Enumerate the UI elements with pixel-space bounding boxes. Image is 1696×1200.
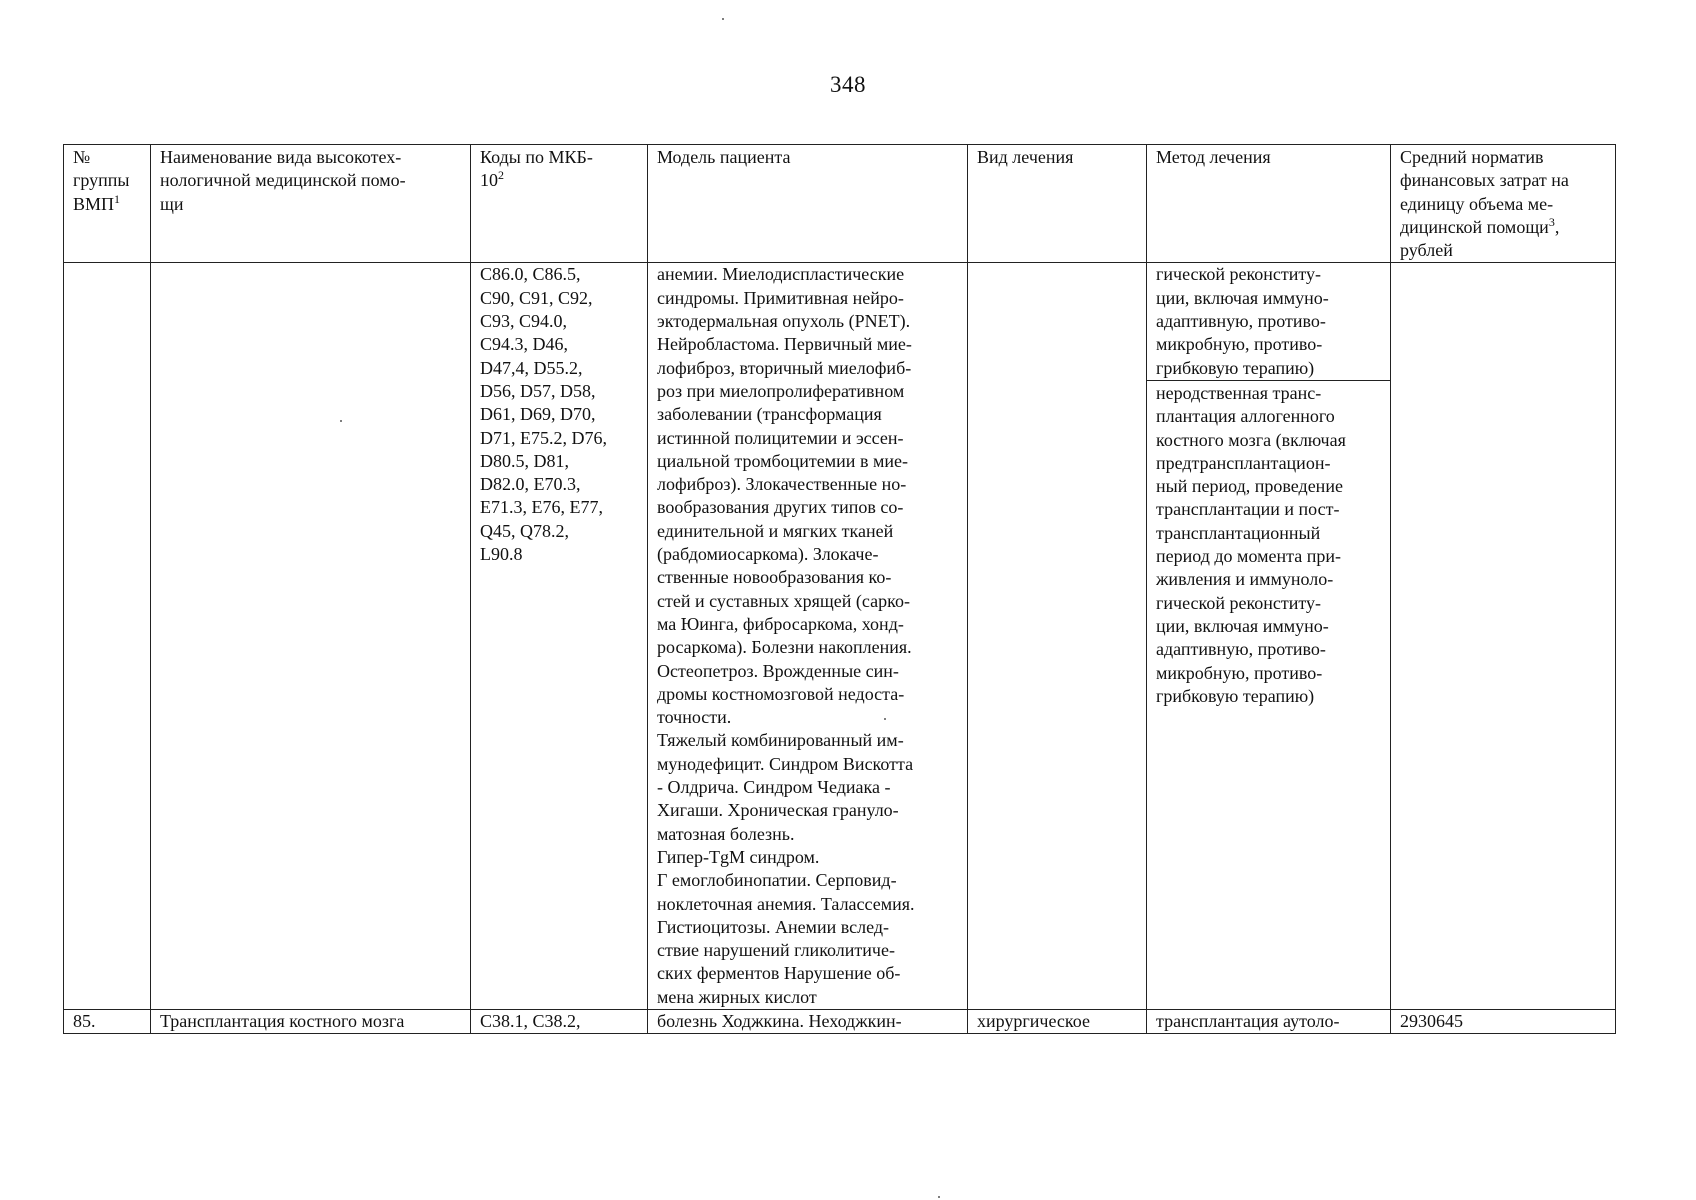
cell-average-cost [1391, 263, 1616, 1010]
header-group-number: № группы ВМП$^1$ [64, 145, 151, 263]
scan-speck [722, 18, 724, 20]
vmp-table [63, 144, 1616, 1034]
cell-care-type-name [151, 263, 471, 1010]
scan-speck [340, 420, 342, 422]
table-row [64, 263, 1616, 1010]
method-part-2: неродственная транс- плантация аллогенного костного мозга (включая предтрансплантацион- ный период, проведение трансплантации и пост- трансплантационный период до момента при- живления и иммуноло- гической реконститу- ции, включая иммуно- адаптивную, противо- микробную, противо- грибковую терапию) [1156, 382, 1346, 706]
cell-average-cost: 2930645 [1391, 1009, 1616, 1033]
cell-treatment-type: хирургическое [968, 1009, 1147, 1033]
cell-group-number [64, 263, 151, 1010]
cell-group-number: 85. [64, 1009, 151, 1033]
header-icd-codes: Коды по МКБ- $10^2$ [471, 145, 648, 263]
cell-care-type-name: Трансплантация костного мозга [151, 1009, 471, 1033]
cell-icd-codes: С86.0, С86.5, С90, С91, С92, С93, С94.0, С94.3, D46, D47,4, D55.2, D56, D57, D58, D61, D69, D70, D71, E75.2, D76, D80.5, D81, D82.0, E70.3, E71.3, E76, E77, Q45, Q78.2, L90.8 [471, 263, 648, 1010]
cell-icd-codes: С38.1, С38.2, [471, 1009, 648, 1033]
scan-speck [884, 718, 886, 720]
page-number: 348 [830, 72, 866, 97]
header-care-type-name: Наименование вида высокотех- нологичной медицинской помо- щи [151, 145, 471, 263]
header-treatment-method: Метод лечения [1147, 145, 1391, 263]
table-row [64, 1009, 1616, 1033]
cell-treatment-method: трансплантация аутоло- [1147, 1009, 1391, 1033]
method-part-1: гической реконститу- ции, включая иммуно- адаптивную, противо- микробную, противо- грибковую терапию) [1147, 263, 1390, 380]
cell-patient-model: анемии. Миелодиспластические синдромы. Примитивная нейро- эктодермальная опухоль (PNET). Нейробластома. Первичный мие- лофиброз, вторичный миелофиб- роз при миелопролиферативном заболевании (трансформация истинной полицитемии и эссен- циальной тромбоцитемии в мие- лофиброз). Злокачественные но- вообразования других типов со- единительной и мягких тканей (рабдомиосаркома). Злокаче- ственные новообразования ко- стей и суставных хрящей (сарко- ма Юинга, фибросаркома, хонд- росаркома). Болезни накопления. Остеопетроз. Врожденные син- дромы костномозговой недоста- точности. Тяжелый комбинированный им- мунодефицит. Синдром Вискотта - Олдрича. Синдром Чедиака - Хигаши. Хроническая грануло- матозная болезнь. Гипер-TgM синдром. Г емоглобинопатии. Серповид- ноклеточная анемия. Талассемия. Гистиоцитозы. Анемии вслед- ствие нарушений гликолитиче- ских ферментов Нарушение об- мена жирных кислот [648, 263, 968, 1010]
cell-treatment-type [968, 263, 1147, 1010]
cell-patient-model: болезнь Ходжкина. Неходжкин- [648, 1009, 968, 1033]
header-patient-model: Модель пациента [648, 145, 968, 263]
header-average-cost: Средний норматив финансовых затрат на единицу объема ме- дицинской помощи$^3$, рублей [1391, 145, 1616, 263]
scan-speck [938, 1196, 940, 1198]
cell-treatment-method [1147, 263, 1391, 1010]
header-treatment-type: Вид лечения [968, 145, 1147, 263]
table-header-row [64, 145, 1616, 263]
